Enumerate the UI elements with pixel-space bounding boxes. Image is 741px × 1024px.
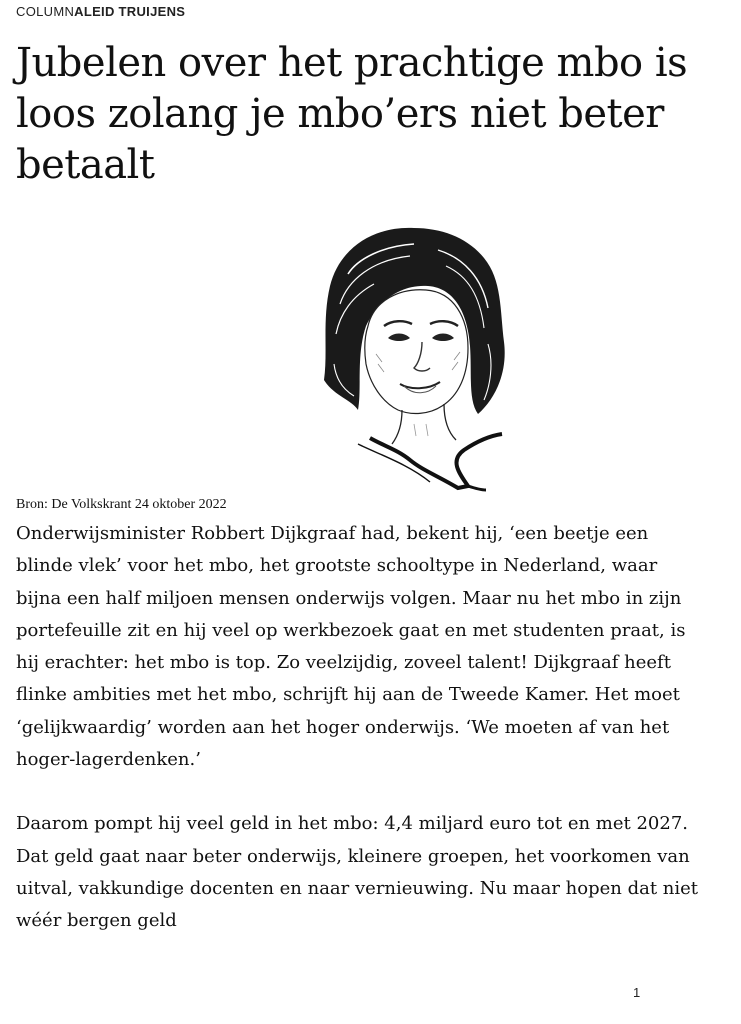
article-headline: Jubelen over het prachtige mbo is loos zolang je mbo’ers niet beter betaalt <box>16 40 688 188</box>
article-paragraph: Daarom pompt hij veel geld in het mbo: 4,4 miljard euro tot en met 2027. Dat geld gaat naar beter onderwijs, kleinere groepen, het voorkomen van uitval, vakkundige docenten en naar vernieuwing. Nu maar hopen dat niet wéér bergen geld <box>16 813 699 932</box>
column-label: COLUMN <box>16 4 75 19</box>
column-kicker <box>16 4 185 19</box>
page-number: 1 <box>633 985 641 1000</box>
article-body <box>16 518 706 938</box>
article-paragraph: Onderwijsminister Robbert Dijkgraaf had, bekent hij, ‘een beetje een blinde vlek’ voor het mbo, het grootste schooltype in Nederland, waar bijna een half miljoen mensen onderwijs volgen. Maar nu het mbo in zijn portefeuille zit en hij veel op werkbezoek gaat en met studenten praat, is hij erachter: het mbo is top. Zo veelzijdig, zoveel talent! Dijkgraaf heeft flinke ambities met het mbo, schrijft hij aan de Tweede Kamer. Het moet ‘gelijkwaardig’ worden aan het hoger onderwijs. ‘We moeten af van het hoger-lagerdenken.’ <box>16 523 686 771</box>
author-name: ALEID TRUIJENS <box>74 4 186 19</box>
article-source: Bron: De Volkskrant 24 oktober 2022 <box>16 497 227 512</box>
author-portrait-illustration <box>318 224 510 494</box>
